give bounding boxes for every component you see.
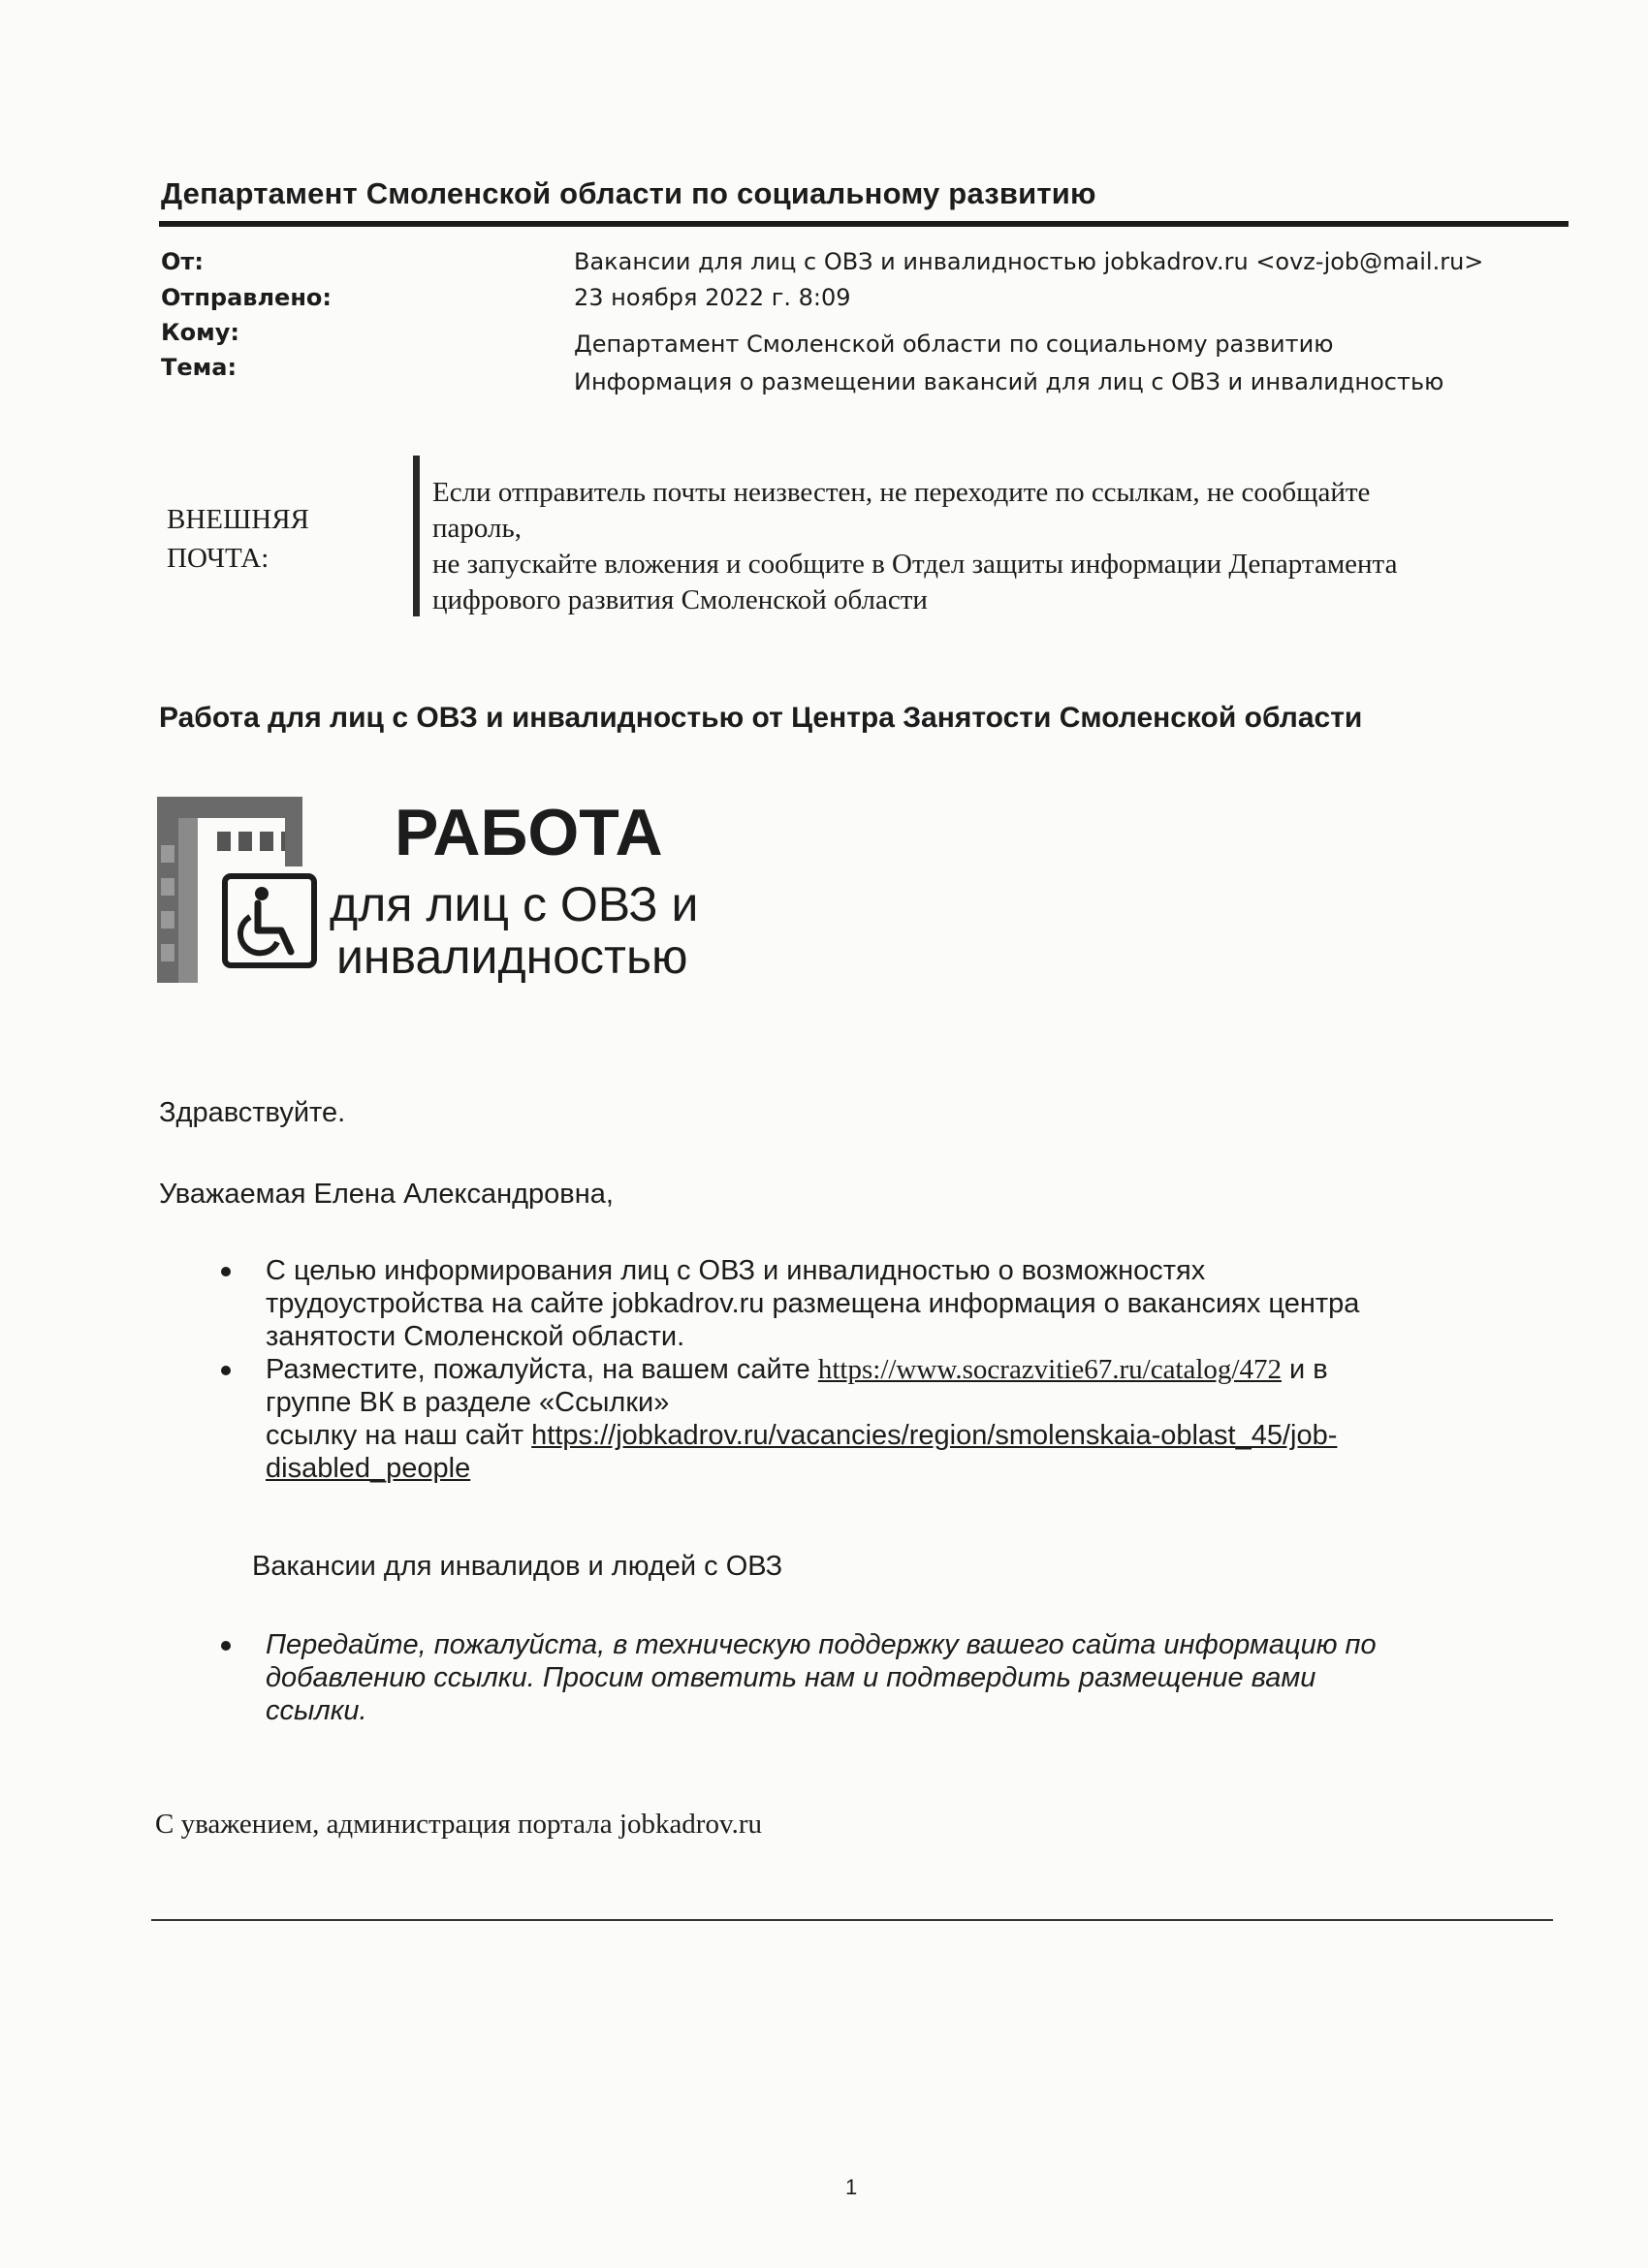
logo-line2: для лиц с ОВЗ и: [330, 877, 699, 931]
list-line: добавлению ссылки. Просим ответить нам и подтвердить размещение вами: [266, 1662, 1316, 1693]
organization-title: Департамент Смоленской области по социальному развитию: [161, 176, 1096, 210]
list-item: [219, 1254, 1557, 1353]
from-label: От:: [161, 248, 204, 275]
footer-divider: [151, 1919, 1553, 1921]
subject-label: Тема:: [161, 354, 238, 381]
info-list: [219, 1254, 1557, 1485]
sub-heading: Работа для лиц с ОВЗ и инвалидностью от Центра Занятости Смоленской области: [159, 702, 1363, 734]
list-line: С целью информирования лиц с ОВЗ и инвалидностью о возможностях: [266, 1255, 1206, 1286]
list-line: [266, 1353, 1557, 1386]
jobkadrov-link-cont[interactable]: disabled_people: [266, 1453, 471, 1484]
logo-line1: РАБОТА: [395, 797, 663, 869]
socrazvitie-link[interactable]: https://www.socrazvitie67.ru/catalog/472: [817, 1354, 1282, 1385]
list-line: занятости Смоленской области.: [266, 1321, 685, 1352]
sent-label: Отправлено:: [161, 284, 332, 311]
notice-line: цифрового развития Смоленской области: [432, 584, 928, 615]
salutation: Уважаемая Елена Александровна,: [159, 1179, 614, 1210]
external-label-line2: ПОЧТА:: [167, 543, 269, 574]
closing: С уважением, администрация портала jobkadrov.ru: [155, 1809, 762, 1840]
external-notice-text: [432, 475, 1576, 618]
logo-line3: инвалидностью: [336, 929, 688, 984]
sent-value: 23 ноября 2022 г. 8:09: [574, 284, 851, 311]
subject-value: Информация о размещении вакансий для лиц с ОВЗ и инвалидностью: [574, 368, 1444, 395]
to-label: Кому:: [161, 319, 239, 346]
notice-line: не запускайте вложения и сообщите в Отдел защиты информации Департамента: [432, 549, 1398, 580]
list-item: [219, 1628, 1557, 1727]
list-text: и в: [1281, 1354, 1328, 1385]
external-label-line1: ВНЕШНЯЯ: [167, 504, 309, 535]
building-icon: [157, 797, 302, 983]
notice-line: Если отправитель почты неизвестен, не переходите по ссылкам, не сообщайте: [432, 477, 1371, 508]
greeting: Здравствуйте.: [159, 1097, 346, 1128]
vacancies-line: Вакансии для инвалидов и людей с ОВЗ: [252, 1551, 783, 1582]
notice-line: пароль,: [432, 513, 522, 544]
list-text: Разместите, пожалуйста, на вашем сайте: [266, 1354, 818, 1385]
list-text: ссылку на наш сайт: [266, 1420, 532, 1451]
notice-bar: [413, 456, 420, 616]
wheelchair-icon: [225, 876, 314, 965]
list-line: ссылки.: [266, 1695, 367, 1726]
request-list: [219, 1628, 1557, 1727]
to-value: Департамент Смоленской области по социальному развитию: [574, 331, 1334, 358]
list-line: трудоустройства на сайте jobkadrov.ru размещена информация о вакансиях центра: [266, 1288, 1360, 1319]
list-line: [266, 1419, 1557, 1452]
list-line: Передайте, пожалуйста, в техническую поддержку вашего сайта информацию по: [266, 1629, 1377, 1660]
page-number: 1: [845, 2175, 858, 2199]
list-item: [219, 1353, 1557, 1485]
list-line: группе ВК в разделе «Ссылки»: [266, 1387, 670, 1418]
from-value: Вакансии для лиц с ОВЗ и инвалидностью jobkadrov.ru <ovz-job@mail.ru>: [574, 248, 1484, 275]
external-mail-label: [167, 500, 380, 578]
title-divider: [159, 221, 1569, 227]
job-logo: [157, 797, 777, 991]
list-line: [266, 1452, 1557, 1485]
jobkadrov-link[interactable]: https://jobkadrov.ru/vacancies/region/smolenskaia-oblast_45/job-: [531, 1420, 1338, 1451]
